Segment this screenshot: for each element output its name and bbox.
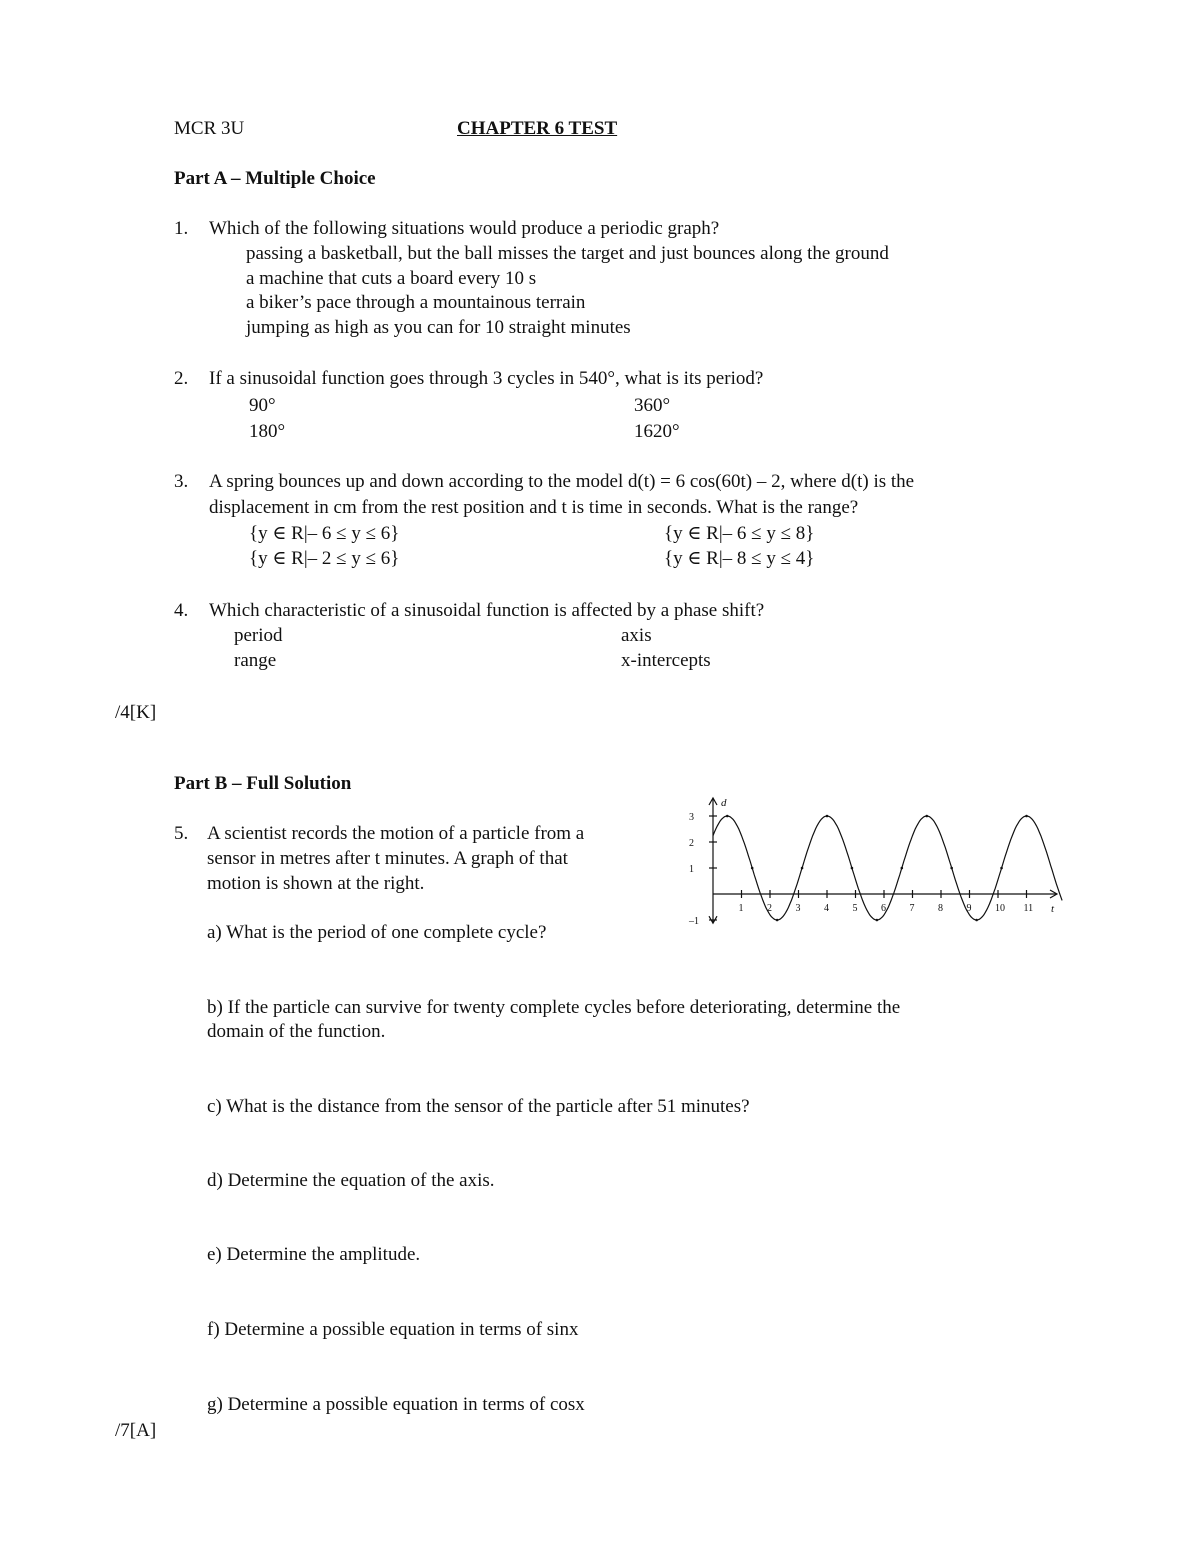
q2-option: 90° bbox=[249, 395, 276, 416]
x-tick-label: 6 bbox=[881, 903, 886, 914]
question-2-text: If a sinusoidal function goes through 3 cycles in 540°, what is its period? bbox=[209, 368, 764, 389]
question-3-line-2: displacement in cm from the rest position and t is time in seconds. What is the range? bbox=[209, 497, 859, 518]
part-a-heading: Part A – Multiple Choice bbox=[174, 168, 376, 189]
page-title: CHAPTER 6 TEST bbox=[457, 118, 618, 139]
question-number: 2. bbox=[174, 368, 189, 389]
data-point bbox=[726, 815, 729, 818]
x-tick-label: 10 bbox=[995, 903, 1005, 914]
question-number: 3. bbox=[174, 471, 189, 492]
data-point bbox=[901, 867, 904, 870]
part-b-heading: Part B – Full Solution bbox=[174, 773, 352, 794]
question-5-line: motion is shown at the right. bbox=[207, 873, 425, 894]
x-tick-label: 7 bbox=[909, 903, 915, 914]
q2-option: 180° bbox=[249, 421, 286, 442]
y-tick-label: –1 bbox=[689, 916, 699, 927]
q1-option: a biker’s pace through a mountainous terrain bbox=[246, 292, 586, 313]
data-point bbox=[925, 815, 928, 818]
y-axis-label: d bbox=[721, 797, 727, 809]
question-number: 1. bbox=[174, 218, 189, 239]
question-5e: e) Determine the amplitude. bbox=[207, 1244, 421, 1265]
q1-option: jumping as high as you can for 10 straight minutes bbox=[246, 317, 631, 338]
question-3-line-1: A spring bounces up and down according to the model d(t) = 6 cos(60t) – 2, where d(t) is the bbox=[209, 471, 915, 492]
question-5c: c) What is the distance from the sensor of the particle after 51 minutes? bbox=[207, 1096, 750, 1117]
x-tick-label: 4 bbox=[824, 903, 829, 914]
data-point bbox=[776, 919, 779, 922]
question-5-line: sensor in metres after t minutes. A graph of that bbox=[207, 848, 568, 869]
question-1-text: Which of the following situations would produce a periodic graph? bbox=[209, 218, 720, 239]
course-code: MCR 3U bbox=[174, 118, 245, 139]
data-point bbox=[1000, 867, 1003, 870]
question-5f: f) Determine a possible equation in terms of sinx bbox=[207, 1319, 579, 1340]
part-b-marks: /7[A] bbox=[115, 1420, 157, 1441]
question-number: 4. bbox=[174, 600, 189, 621]
question-number: 5. bbox=[174, 823, 189, 844]
x-tick-label: 5 bbox=[852, 903, 858, 914]
data-point bbox=[801, 867, 804, 870]
x-tick-label: 1 bbox=[738, 903, 744, 914]
q4-option: x-intercepts bbox=[621, 650, 711, 671]
q3-option: {y ∈ R|– 6 ≤ y ≤ 6} bbox=[249, 523, 400, 544]
x-tick-label: 9 bbox=[966, 903, 972, 914]
y-tick-label: 1 bbox=[689, 864, 694, 875]
question-5-line: A scientist records the motion of a particle from a bbox=[207, 823, 585, 844]
q3-option: {y ∈ R|– 8 ≤ y ≤ 4} bbox=[664, 548, 815, 569]
q3-option: {y ∈ R|– 6 ≤ y ≤ 8} bbox=[664, 523, 815, 544]
sinusoid-graph bbox=[680, 750, 1070, 950]
question-5a: a) What is the period of one complete cycle? bbox=[207, 922, 547, 943]
x-tick-label: 2 bbox=[767, 903, 772, 914]
data-point bbox=[751, 867, 754, 870]
q2-option: 1620° bbox=[634, 421, 680, 442]
q4-option: range bbox=[234, 650, 277, 671]
part-a-marks: /4[K] bbox=[115, 702, 157, 723]
data-point bbox=[876, 919, 879, 922]
question-5b-line-1: b) If the particle can survive for twenty complete cycles before deteriorating, determine the bbox=[207, 997, 901, 1018]
question-5d: d) Determine the equation of the axis. bbox=[207, 1170, 495, 1191]
x-tick-label: 8 bbox=[938, 903, 943, 914]
data-point bbox=[950, 867, 953, 870]
data-point bbox=[975, 919, 978, 922]
question-4-text: Which characteristic of a sinusoidal function is affected by a phase shift? bbox=[209, 600, 765, 621]
q4-option: axis bbox=[621, 625, 652, 646]
q2-option: 360° bbox=[634, 395, 671, 416]
question-5b-line-2: domain of the function. bbox=[207, 1021, 386, 1042]
data-point bbox=[851, 867, 854, 870]
x-tick-label: 11 bbox=[1023, 903, 1034, 914]
x-tick-label: 3 bbox=[795, 903, 801, 914]
data-series-line bbox=[713, 816, 1062, 920]
x-axis-label: t bbox=[1051, 903, 1055, 915]
y-tick-label: 3 bbox=[689, 812, 694, 823]
question-5g: g) Determine a possible equation in terms of cosx bbox=[207, 1394, 585, 1415]
data-point bbox=[826, 815, 829, 818]
data-point bbox=[1025, 815, 1028, 818]
q3-option: {y ∈ R|– 2 ≤ y ≤ 6} bbox=[249, 548, 400, 569]
q1-option: a machine that cuts a board every 10 s bbox=[246, 268, 537, 289]
q1-option: passing a basketball, but the ball misses the target and just bounces along the ground bbox=[246, 243, 889, 264]
y-tick-label: 2 bbox=[689, 838, 694, 849]
q4-option: period bbox=[234, 625, 283, 646]
